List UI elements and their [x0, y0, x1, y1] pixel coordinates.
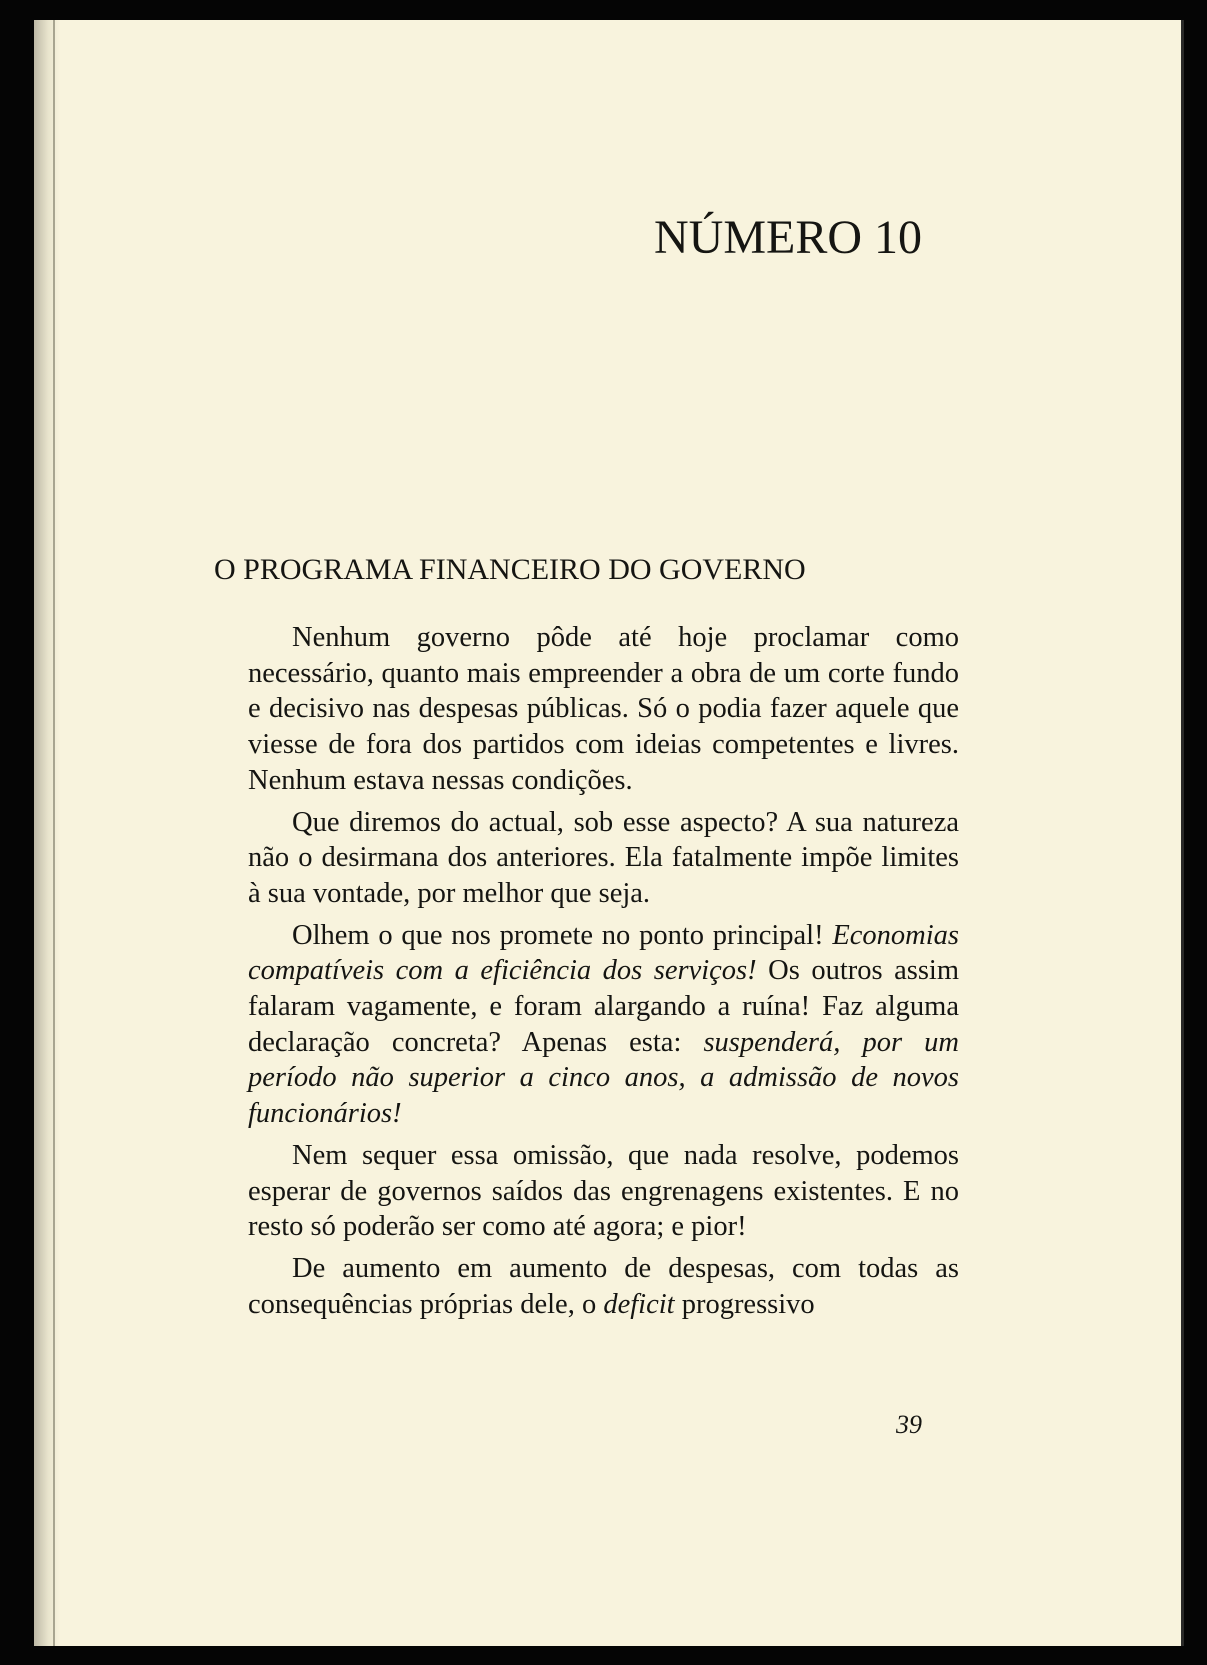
text-segment: De aumento em aumento de despesas, com todas as consequências próprias dele, o: [248, 1252, 959, 1320]
paragraph: [248, 1138, 959, 1245]
text-segment: Que diremos do actual, sob esse aspecto? A sua natureza não o desirmana dos anteriores. Ela fatalmente impõe limites à sua vontade, por melhor que seja.: [248, 806, 959, 909]
text-segment: progressivo: [674, 1288, 815, 1320]
paragraph: [248, 805, 959, 912]
paragraph: [248, 620, 959, 799]
italic-text-segment: suspenderá, por um período não superior a cinco anos, a admissão de novos funcionários!: [248, 1026, 960, 1130]
chapter-number: NÚMERO 10: [654, 211, 923, 264]
paragraph: [248, 1251, 959, 1322]
page-number: 39: [896, 1410, 922, 1439]
spine-shadow: [34, 20, 60, 1646]
text-segment: Nenhum governo pôde até hoje proclamar como necessário, quanto mais empreender a obra de um corte fundo e decisivo nas despesas públicas. Só o podia fazer aquele que viesse de fora dos partidos com ideias competentes e livres. Nenhum estava nessas condições.: [248, 622, 959, 796]
italic-text-segment: deficit: [603, 1288, 675, 1320]
page-right-edge: [1181, 20, 1184, 1646]
text-segment: Os outros assim falaram vagamente, e foram alargando a ruína! Faz alguma declaração concreta? Apenas esta:: [248, 955, 959, 1058]
paragraph: [248, 918, 959, 1132]
body-text: [248, 620, 959, 1328]
spine-fold-line: [53, 20, 55, 1646]
book-page: [34, 20, 1184, 1646]
chapter-title: O PROGRAMA FINANCEIRO DO GOVERNO: [214, 553, 806, 586]
text-segment: Olhem o que nos promete no ponto principal!: [292, 919, 833, 951]
text-segment: Nem sequer essa omissão, que nada resolve, podemos esperar de governos saídos das engrenagens existentes. E no resto só poderão ser como até agora; e pior!: [248, 1139, 959, 1243]
italic-text-segment: Economias compatíveis com a eficiência dos serviços!: [248, 919, 959, 987]
